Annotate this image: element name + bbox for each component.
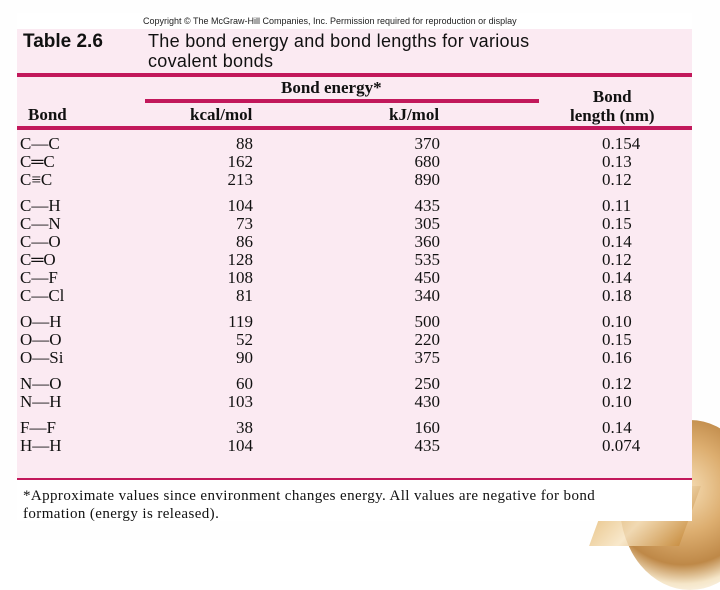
bond-cell: O—Si bbox=[20, 348, 64, 367]
kcal-cell: 104 bbox=[227, 436, 253, 455]
kj-cell: 435 bbox=[414, 436, 440, 455]
length-cell: 0.11 bbox=[602, 196, 632, 215]
kj-cell: 890 bbox=[414, 170, 440, 189]
bond-cell: C—F bbox=[20, 268, 58, 287]
kcal-cell: 128 bbox=[227, 250, 253, 269]
column-kj-mol bbox=[400, 135, 440, 455]
bond-cell: C—O bbox=[20, 232, 61, 251]
kj-cell: 500 bbox=[414, 312, 440, 331]
bond-cell: C≡C bbox=[20, 170, 53, 189]
length-cell: 0.18 bbox=[602, 286, 632, 305]
header-bond-length-line-1: Bond bbox=[592, 87, 632, 106]
kcal-cell: 213 bbox=[227, 170, 253, 189]
top-rule bbox=[17, 73, 692, 77]
kj-cell: 680 bbox=[414, 152, 440, 171]
header-kj-mol: kJ/mol bbox=[389, 105, 440, 124]
kj-cell: 370 bbox=[414, 134, 440, 153]
bond-cell: C—N bbox=[20, 214, 61, 233]
kcal-cell: 88 bbox=[236, 134, 253, 153]
header-bond: Bond bbox=[28, 105, 67, 124]
kcal-cell: 52 bbox=[236, 330, 253, 349]
length-cell: 0.074 bbox=[602, 436, 641, 455]
header-kcal-mol: kcal/mol bbox=[190, 105, 253, 124]
table-footnote: *Approximate values since environment changes energy. All values are negative for bond formation (energy is released). bbox=[23, 488, 596, 522]
kcal-cell: 119 bbox=[228, 312, 253, 331]
kcal-cell: 103 bbox=[227, 392, 253, 411]
kcal-cell: 162 bbox=[227, 152, 253, 171]
copyright-notice: Copyright © The McGraw-Hill Companies, Inc. Permission required for reproduction or display bbox=[17, 13, 692, 29]
kj-cell: 430 bbox=[414, 392, 440, 411]
bond-cell: O—O bbox=[20, 330, 62, 349]
bond-cell: C—C bbox=[20, 134, 60, 153]
table-title-line-1: The bond energy and bond lengths for various bbox=[148, 31, 530, 51]
bond-cell: C—Cl bbox=[20, 286, 65, 305]
bond-cell: F—F bbox=[20, 418, 56, 437]
kcal-cell: 60 bbox=[236, 374, 253, 393]
kcal-cell: 104 bbox=[227, 196, 253, 215]
bond-cell: H—H bbox=[20, 436, 62, 455]
kj-cell: 375 bbox=[414, 348, 440, 367]
bond-cell: C—H bbox=[20, 196, 61, 215]
kj-cell: 450 bbox=[414, 268, 440, 287]
length-cell: 0.10 bbox=[602, 392, 632, 411]
kj-cell: 360 bbox=[414, 232, 440, 251]
header-bottom-rule bbox=[17, 126, 692, 130]
header-bond-length bbox=[570, 87, 655, 125]
table-title bbox=[148, 31, 668, 71]
table-number: Table 2.6 bbox=[23, 31, 103, 52]
length-cell: 0.14 bbox=[602, 232, 632, 251]
bond-cell: N—O bbox=[20, 374, 62, 393]
group-header-rule bbox=[145, 99, 539, 103]
length-cell: 0.12 bbox=[602, 170, 632, 189]
kj-cell: 250 bbox=[414, 374, 440, 393]
kcal-cell: 108 bbox=[227, 268, 253, 287]
kj-cell: 160 bbox=[414, 418, 440, 437]
header-bond-length-line-2: length (nm) bbox=[570, 106, 655, 125]
kcal-cell: 90 bbox=[236, 348, 253, 367]
length-cell: 0.10 bbox=[602, 312, 632, 331]
bond-cell: C═O bbox=[20, 250, 56, 269]
kj-cell: 340 bbox=[414, 286, 440, 305]
length-cell: 0.15 bbox=[602, 330, 632, 349]
column-kcal-mol bbox=[200, 135, 253, 455]
kj-cell: 535 bbox=[414, 250, 440, 269]
kcal-cell: 81 bbox=[236, 286, 253, 305]
bond-cell: N—H bbox=[20, 392, 62, 411]
length-cell: 0.14 bbox=[602, 268, 632, 287]
bond-cell: C═C bbox=[20, 152, 55, 171]
bond-cell: O—H bbox=[20, 312, 62, 331]
kj-cell: 435 bbox=[414, 196, 440, 215]
length-cell: 0.12 bbox=[602, 250, 632, 269]
length-cell: 0.13 bbox=[602, 152, 632, 171]
header-bond-energy: Bond energy* bbox=[281, 78, 382, 97]
length-cell: 0.16 bbox=[602, 348, 632, 367]
table-title-line-2: covalent bonds bbox=[148, 51, 274, 71]
kcal-cell: 38 bbox=[236, 418, 253, 437]
column-bond-length bbox=[602, 135, 640, 455]
kcal-cell: 86 bbox=[236, 232, 253, 251]
kcal-cell: 73 bbox=[236, 214, 253, 233]
kj-cell: 305 bbox=[414, 214, 440, 233]
length-cell: 0.154 bbox=[602, 134, 641, 153]
column-bond bbox=[20, 135, 64, 455]
kj-cell: 220 bbox=[414, 330, 440, 349]
length-cell: 0.12 bbox=[602, 374, 632, 393]
length-cell: 0.14 bbox=[602, 418, 632, 437]
length-cell: 0.15 bbox=[602, 214, 632, 233]
